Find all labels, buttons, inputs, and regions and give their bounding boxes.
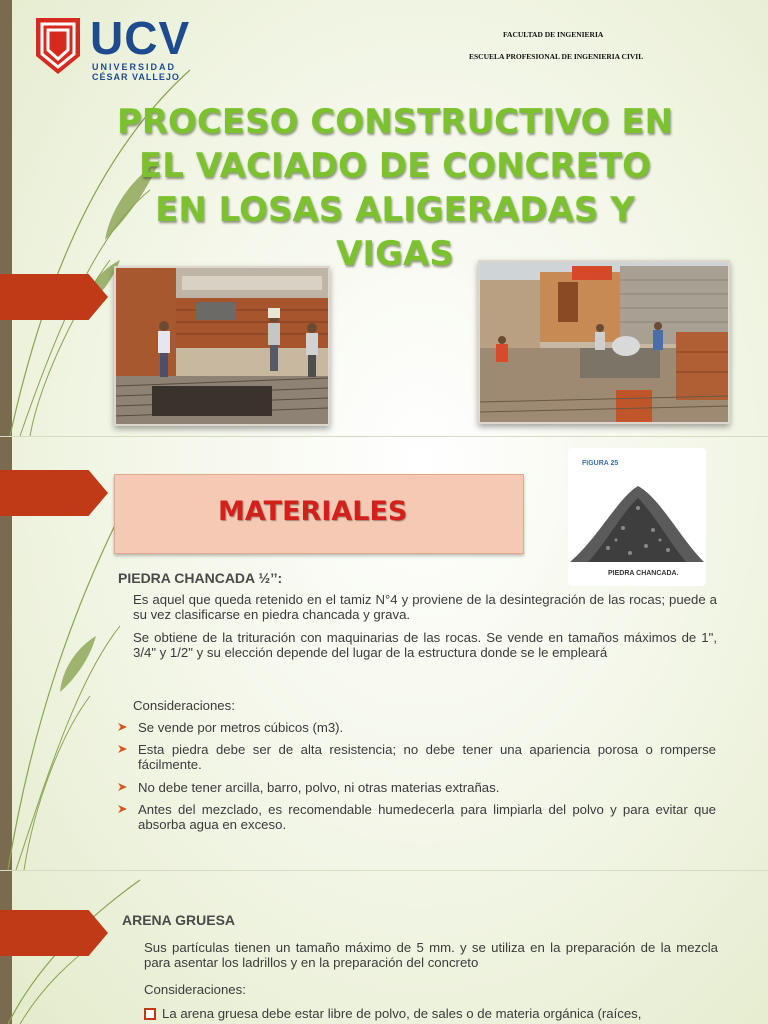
logo-wordmark: UCV [90, 12, 191, 64]
materials-title: MATERIALES [218, 496, 408, 527]
construction-photo-slab [114, 266, 330, 426]
arena-heading: ARENA GRUESA [122, 912, 236, 928]
gravel-pile-image [568, 458, 706, 568]
list-item: Esta piedra debe ser de alta resistencia; no debe tener una apariencia porosa o romperse fácilmente. [118, 742, 716, 774]
title-line-2: EL VACIADO DE CONCRETO [139, 146, 651, 186]
title-line-3: EN LOSAS ALIGERADAS Y [155, 190, 635, 230]
piedra-paragraph-1: Es aquel que queda retenido en el tamiz N°4 y proviene de la desintegración de las rocas; puede a su vez clasificarse en piedra chancada y grava. [133, 592, 717, 622]
school-name: ESCUELA PROFESIONAL DE INGENIERIA CIVIL [469, 52, 644, 61]
figure-label: FIGURA 25 [582, 460, 619, 467]
slide-title-text [100, 100, 690, 276]
arrow-bullet-icon [118, 723, 127, 731]
list-item: No debe tener arcilla, barro, polvo, ni otras materias extrañas. [118, 780, 716, 796]
faculty-name: FACULTAD DE INGENIERIA [503, 30, 604, 39]
arrow-bullet-icon [118, 745, 127, 753]
checkbox-bullet-icon [144, 1008, 156, 1020]
arena-paragraph-1: Sus partículas tienen un tamaño máximo de 5 mm. y se utiliza en la preparación de la mezcla para asentar los ladrillos y en la preparación del concreto [144, 940, 718, 970]
title-line-1: PROCESO CONSTRUCTIVO EN [116, 102, 674, 142]
title-line-4: VIGAS [336, 234, 454, 274]
logo-line-2: CÉSAR VALLEJO [92, 72, 180, 82]
logo-line-1: UNIVERSIDAD [92, 62, 177, 72]
piedra-considerations-label: Consideraciones: [133, 698, 235, 713]
figure-crushed-stone [568, 448, 706, 586]
ucv-logo [34, 12, 234, 82]
piedra-paragraph-2: Se obtiene de la trituración con maquinarias de las rocas. Se vende en tamaños máximos de 1", 3/4" y 1/2" y su elección depende del lugar de la estructura donde se le empleará [133, 630, 717, 660]
ucv-shield-icon [34, 16, 82, 76]
arena-considerations-label: Consideraciones: [144, 982, 246, 997]
slide-arrow-marker [0, 274, 108, 320]
construction-photo-site [478, 260, 730, 424]
slide-title [0, 0, 768, 436]
figure-caption: PIEDRA CHANCADA. [608, 570, 679, 577]
piedra-heading: PIEDRA CHANCADA ½’’: [118, 570, 283, 586]
slide-arrow-marker [0, 470, 108, 516]
slide-arena [0, 870, 768, 1024]
list-item: Se vende por metros cúbicos (m3). [118, 720, 716, 736]
arrow-bullet-icon [118, 805, 127, 813]
slide-arrow-marker [0, 910, 108, 956]
list-item: La arena gruesa debe estar libre de polvo, de sales o de materia orgánica (raíces, [144, 1006, 718, 1024]
arrow-bullet-icon [118, 783, 127, 791]
slide-materials [0, 436, 768, 870]
list-item: Antes del mezclado, es recomendable humedecerla para limpiarla del polvo y para evitar que absorba agua en exceso. [118, 802, 716, 834]
